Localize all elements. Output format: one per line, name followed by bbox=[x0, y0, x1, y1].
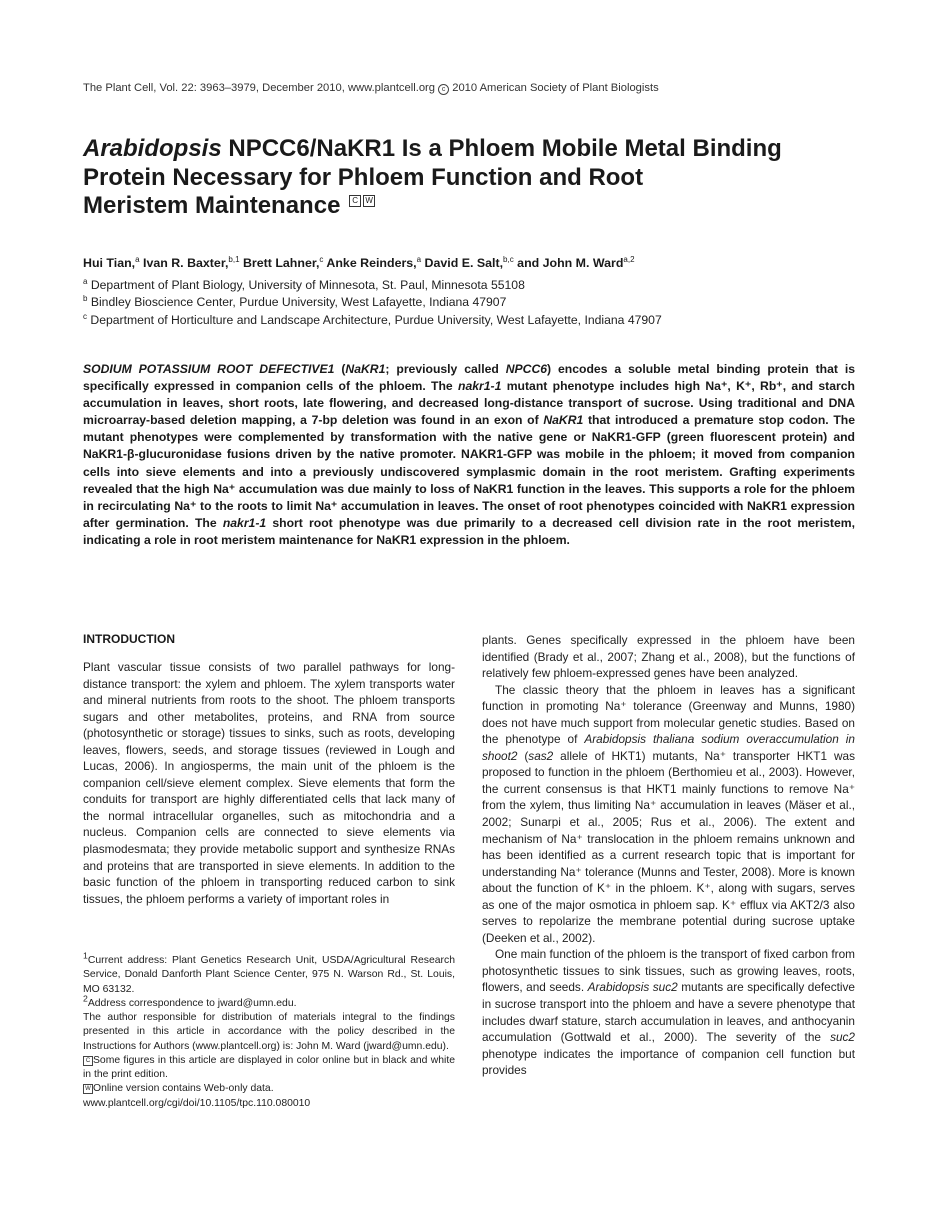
intro-paragraph-2 bbox=[482, 682, 855, 947]
author-list bbox=[83, 256, 635, 270]
footnotes bbox=[83, 950, 455, 1111]
text-span: Arabidopsis suc2 bbox=[587, 980, 678, 995]
author-name: Brett Lahner, bbox=[242, 256, 320, 270]
text-span: sas2 bbox=[528, 748, 554, 763]
left-column-body bbox=[83, 659, 455, 907]
abstract-span: nakr1-1 bbox=[222, 515, 267, 530]
affiliation-text: Bindley Bioscience Center, Purdue University, West Lafayette, Indiana 47907 bbox=[90, 295, 507, 309]
abstract-span: ( bbox=[334, 362, 346, 376]
affiliation-text: Department of Plant Biology, University of Minnesota, St. Paul, Minnesota 55108 bbox=[90, 278, 525, 292]
color-online-badge-icon: C bbox=[349, 195, 361, 207]
author-affil-mark: a,2 bbox=[623, 254, 635, 264]
abstract-span: NaKR1 bbox=[345, 362, 386, 376]
intro-paragraph-1: Plant vascular tissue consists of two parallel pathways for long-distance transport: the xylem and phloem. The xylem transports water and mineral nutrients from roots to the shoot. The phloem transports sugars and other metabolites, proteins, and RNA from source (photosynthetic or storage) tissues to sinks, such as roots, developing leaves, flowers, seeds, and storage tissues (reviewed in Lough and Lucas, 2006). In angiosperms, the main unit of the phloem is the companion cell/sieve element complex. Sieve elements that form the conduits for transport are highly differentiated cells that lack many of the normal intracellular organelles, such as mitochondria and a nucleus. Companion cells are connected to sieve elements via plasmodesmata; they provide metabolic support and synthesize RNAs and proteins that are transported in sieve elements. In addition to the basic function of the phloem in transporting reduced carbon to sink tissues, the phloem performs a variety of important roles in bbox=[83, 660, 455, 906]
right-column-body bbox=[482, 632, 855, 1079]
footnote-text: Address correspondence to jward@umn.edu. bbox=[87, 997, 297, 1009]
author-affil-mark: c bbox=[319, 254, 324, 264]
affiliation bbox=[83, 313, 662, 327]
text-span: The classic theory that the phloem in leaves has a significant function in promoting Na⁺ tolerance (Greenway and Munns, 1980) does not have much support from molecular genetic studies. Based on the phenotype of bbox=[482, 682, 855, 747]
footnote-3: The author responsible for distribution of materials integral to the findings presented in this article in accordance with the policy described in the Instructions for Authors (www.plantcell.org) is: John M. Ward (jward@umn.edu). bbox=[83, 1012, 455, 1052]
title-line2: Protein Necessary for Phloem Function and Root bbox=[83, 163, 644, 191]
doi-link[interactable]: www.plantcell.org/cgi/doi/10.1105/tpc.110.080010 bbox=[83, 1097, 311, 1109]
article-title bbox=[83, 135, 873, 221]
author-affil-mark: b,c bbox=[503, 254, 514, 264]
footnote-text: Current address: Plant Genetics Research Unit, USDA/Agricultural Research Service, Donald Danforth Plant Science Center, 975 N. Warson Rd., St. Louis, MO 63132. bbox=[83, 955, 455, 995]
title-italic: Arabidopsis bbox=[83, 135, 222, 162]
abstract-span: short root phenotype was due primarily to a decreased cell division rate in the root meristem, indicating a role in root meristem maintenance for NaKR1 expression in the phloem. bbox=[83, 515, 855, 547]
footnote-mark: 1 bbox=[83, 950, 88, 961]
affiliation-mark: b bbox=[83, 293, 88, 303]
text-span: Arabidopsis thaliana sodium overaccumulation in shoot2 bbox=[482, 732, 855, 763]
abstract-span: NPCC6 bbox=[505, 362, 548, 376]
running-head-text: The Plant Cell, Vol. 22: 3963–3979, December 2010, www.plantcell.org bbox=[83, 82, 435, 94]
running-head bbox=[83, 82, 659, 95]
affiliation bbox=[83, 278, 525, 292]
footnote-1 bbox=[83, 950, 455, 997]
running-head-copyright: 2010 American Society of Plant Biologists bbox=[452, 82, 659, 94]
text-span: suc2 bbox=[830, 1030, 855, 1045]
author-name: and John M. Ward bbox=[517, 256, 624, 270]
author-name: David E. Salt, bbox=[424, 256, 504, 270]
intro-paragraph-1-continued: plants. Genes specifically expressed in the phloem have been identified (Brady et al., 2007; Zhang et al., 2008), but the functions of relatively few phloem-expressed genes have been analyzed. bbox=[482, 633, 855, 681]
text-span: One main function of the phloem is the transport of fixed carbon from photosynthetic tissues to sink tissues, such as growing leaves, roots, flowers, and seeds. bbox=[482, 947, 855, 995]
footnote-mark: 2 bbox=[83, 993, 88, 1004]
web-only-badge-icon: W bbox=[363, 195, 375, 207]
author-name: Anke Reinders, bbox=[326, 256, 417, 270]
color-online-badge-icon: C bbox=[83, 1056, 93, 1066]
author-affil-mark: a bbox=[135, 254, 140, 264]
footnote-2 bbox=[83, 993, 455, 1011]
text-span: ( bbox=[517, 748, 529, 763]
abstract-span: mutant phenotype includes high Na⁺, K⁺, Rb⁺, and starch accumulation in leaves, short roots, late flowering, and decreased long-distance transport of sucrose. Using traditional and DNA microarray-based deletion mapping, a 7-bp deletion was found in an exon of bbox=[83, 379, 855, 428]
title-line1: NPCC6/NaKR1 Is a Phloem Mobile Metal Binding bbox=[228, 135, 782, 162]
author-name: Ivan R. Baxter, bbox=[143, 256, 229, 270]
footnote-4 bbox=[83, 1054, 455, 1083]
affiliation-mark: c bbox=[83, 311, 87, 321]
abstract-span: ) encodes a soluble metal binding protein that is specifically expressed in companion cells of the phloem. The bbox=[83, 362, 855, 394]
web-only-badge-icon: W bbox=[83, 1084, 93, 1094]
text-span: allele of HKT1) mutants, Na⁺ transporter HKT1 was proposed to function in the phloem (Berthomieu et al., 2003). However, the current consensus is that HKT1 mainly functions to remove Na⁺ from the xylem, thus limiting Na⁺ accumulation in leaves (Mäser et al., 2002; Sunarpi et al., 2005; Rus et al., 2006). The extent and mechanism of Na⁺ translocation in the phloem remains unknown and has been identified as a current research topic that is important for understanding Na⁺ tolerance (Munns and Tester, 2008). More is known about the function of K⁺ in the phloem. K⁺, along with sugars, serves as one of the major osmotica in phloem sap. K⁺ efflux via AKT2/3 also serves to repolarize the membrane potential during sucrose uptake (Deeken et al., 2002). bbox=[482, 748, 855, 945]
author-affil-mark: a bbox=[416, 254, 422, 264]
title-line3: Meristem Maintenance bbox=[83, 192, 341, 219]
affiliation-text: Department of Horticulture and Landscape Architecture, Purdue University, West Lafayette, Indiana 47907 bbox=[90, 313, 662, 327]
abstract-span: NaKR1 bbox=[543, 413, 584, 428]
text-span: phenotype indicates the importance of companion cell function but provides bbox=[482, 1046, 855, 1078]
footnote-text: Online version contains Web-only data. bbox=[93, 1083, 274, 1095]
affiliation-mark: a bbox=[83, 276, 88, 286]
footnote-text: Some figures in this article are displayed in color online but in black and white in the print edition. bbox=[83, 1054, 455, 1080]
footnote-5 bbox=[83, 1082, 455, 1096]
abstract-span: nakr1-1 bbox=[458, 379, 502, 394]
copyright-icon: c bbox=[438, 84, 449, 95]
text-span: mutants are specifically defective in sucrose transport into the phloem and have a severe phenotype that includes dwarf stature, starch accumulation in leaves, and anthocyanin accumulation (Gottwald et al., 2000). The severity of the bbox=[482, 980, 855, 1045]
affiliation bbox=[83, 295, 506, 309]
author-name: Hui Tian, bbox=[83, 256, 136, 270]
author-affil-mark: b,1 bbox=[228, 254, 240, 264]
abstract bbox=[83, 361, 855, 549]
section-heading-introduction: INTRODUCTION bbox=[83, 632, 175, 646]
abstract-span: SODIUM POTASSIUM ROOT DEFECTIVE1 bbox=[83, 362, 335, 376]
abstract-span: ; previously called bbox=[385, 362, 506, 376]
intro-paragraph-3 bbox=[482, 946, 855, 1078]
abstract-span: that introduced a premature stop codon. The mutant phenotypes were complemented by transformation with the native gene or NaKR1-GFP (green fluorescent protein) and NaKR1-β-glucuronidase fusions driven by the native promoter. NAKR1-GFP was mobile in the phloem; it moved from companion cells into sieve elements and into a previously undiscovered symplasmic domain in the root meristem. Grafting experiments revealed that the high Na⁺ accumulation was due mainly to loss of NaKR1 function in the leaves. This supports a role for the phloem in recirculating Na⁺ to the roots to limit Na⁺ accumulation in leaves. The onset of root phenotypes coincided with NaKR1 expression after germination. The bbox=[83, 413, 855, 530]
